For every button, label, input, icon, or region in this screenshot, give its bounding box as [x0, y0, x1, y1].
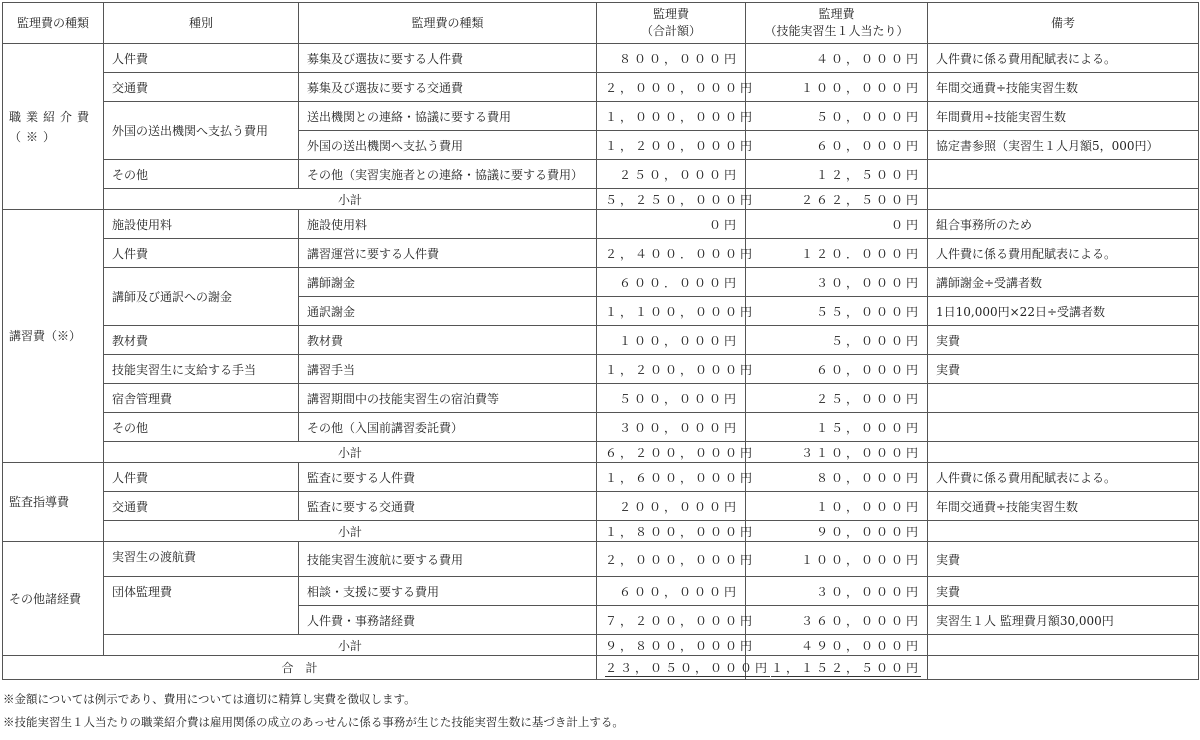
per-trainee-amount-cell: １００，０００円 — [746, 542, 928, 577]
kind-cell: 人件費 — [104, 44, 299, 73]
per-trainee-amount-cell: １５，０００円 — [746, 413, 928, 442]
supervision-fee-table-container — [2, 2, 1199, 680]
table-row — [3, 210, 1199, 239]
kind-cell: 人件費 — [104, 463, 299, 492]
fee-detail-cell: 教材費 — [299, 326, 597, 355]
total-amount-cell: ２００，０００円 — [597, 492, 746, 521]
table-row — [3, 44, 1199, 73]
fee-detail-cell: 講習手当 — [299, 355, 597, 384]
table-row — [3, 355, 1199, 384]
remarks-cell: 実費 — [928, 542, 1199, 577]
table-row — [3, 239, 1199, 268]
subtotal-row — [3, 442, 1199, 463]
fee-category-cell: 職業紹介費 （※） — [3, 44, 104, 210]
total-amount-cell: ３００，０００円 — [597, 413, 746, 442]
total-amount-cell: ２５０，０００円 — [597, 160, 746, 189]
per-trainee-amount-cell: ３０，０００円 — [746, 577, 928, 606]
kind-cell: 講師及び通訳への謝金 — [104, 268, 299, 326]
per-trainee-amount-cell: １２，５００円 — [746, 160, 928, 189]
total-amount-cell: ５００，０００円 — [597, 384, 746, 413]
subtotal-remarks — [928, 442, 1199, 463]
subtotal-remarks — [928, 635, 1199, 656]
subtotal-label: 小計 — [104, 635, 597, 656]
table-header-row — [3, 3, 1199, 44]
kind-cell: 実習生の渡航費 — [104, 542, 299, 577]
table-row — [3, 160, 1199, 189]
remarks-cell: 実習生１人 監理費月額30,000円 — [928, 606, 1199, 635]
subtotal-label: 小計 — [104, 189, 597, 210]
subtotal-total-amount: １，８００，０００円 — [597, 521, 746, 542]
remarks-cell — [928, 384, 1199, 413]
fee-detail-cell: 通訳謝金 — [299, 297, 597, 326]
remarks-cell — [928, 413, 1199, 442]
fee-detail-cell: 外国の送出機関へ支払う費用 — [299, 131, 597, 160]
table-row — [3, 73, 1199, 102]
subtotal-remarks — [928, 521, 1199, 542]
footnote: ※技能実習生１人当たりの職業紹介費は雇用関係の成立のあっせんに係る事務が生じた技能実習生数に基づき計上する。 — [3, 715, 624, 729]
total-amount-cell: ６００，０００円 — [597, 577, 746, 606]
total-amount-cell: ８００，０００円 — [597, 44, 746, 73]
total-amount-cell: １００，０００円 — [597, 326, 746, 355]
remarks-cell: 実費 — [928, 355, 1199, 384]
fee-detail-cell: その他（入国前講習委託費） — [299, 413, 597, 442]
grand-total-amount: ２３，０５０，０００円 — [605, 661, 771, 675]
remarks-cell: 組合事務所のため — [928, 210, 1199, 239]
subtotal-per-trainee-amount: ３１０，０００円 — [746, 442, 928, 463]
grand-total-label: 合 計 — [3, 656, 597, 680]
total-amount-cell: １，２００，０００円 — [597, 131, 746, 160]
subtotal-total-amount: ９，８００，０００円 — [597, 635, 746, 656]
remarks-cell: 年間交通費÷技能実習生数 — [928, 492, 1199, 521]
per-trainee-amount-cell: １００，０００円 — [746, 73, 928, 102]
fee-detail-cell: 監査に要する人件費 — [299, 463, 597, 492]
subtotal-remarks — [928, 189, 1199, 210]
grand-total-remarks — [928, 656, 1199, 680]
grand-total-per-trainee: １，１５２，５００円 — [770, 661, 921, 675]
subtotal-row — [3, 189, 1199, 210]
remarks-cell: 人件費に係る費用配賦表による。 — [928, 239, 1199, 268]
kind-cell: 施設使用料 — [104, 210, 299, 239]
table-row — [3, 326, 1199, 355]
supervision-fee-table — [2, 2, 1199, 680]
table-row — [3, 102, 1199, 131]
header-remarks: 備考 — [928, 3, 1199, 44]
total-amount-cell: ２，０００，０００円 — [597, 73, 746, 102]
fee-detail-cell: 施設使用料 — [299, 210, 597, 239]
per-trainee-amount-cell: ３６０，０００円 — [746, 606, 928, 635]
fee-category-cell: その他諸経費 — [3, 542, 104, 656]
subtotal-label: 小計 — [104, 442, 597, 463]
fee-detail-cell: 相談・支援に要する費用 — [299, 577, 597, 606]
header-fee-category: 監理費の種類 — [3, 3, 104, 44]
fee-detail-cell: 講師謝金 — [299, 268, 597, 297]
table-row — [3, 413, 1199, 442]
header-kind: 種別 — [104, 3, 299, 44]
subtotal-per-trainee-amount: ２６２，５００円 — [746, 189, 928, 210]
header-per-trainee: 監理費 （技能実習生１人当たり） — [746, 3, 928, 44]
fee-category-cell: 講習費（※） — [3, 210, 104, 463]
table-row — [3, 463, 1199, 492]
kind-cell: 教材費 — [104, 326, 299, 355]
per-trainee-amount-cell: ８０，０００円 — [746, 463, 928, 492]
per-trainee-amount-cell: ３０，０００円 — [746, 268, 928, 297]
remarks-cell: 実費 — [928, 577, 1199, 606]
fee-detail-cell: 送出機関との連絡・協議に要する費用 — [299, 102, 597, 131]
remarks-cell — [928, 160, 1199, 189]
subtotal-per-trainee-amount: ４９０，０００円 — [746, 635, 928, 656]
table-row — [3, 577, 1199, 606]
kind-cell: 宿舎管理費 — [104, 384, 299, 413]
fee-detail-cell: 監査に要する交通費 — [299, 492, 597, 521]
total-amount-cell: ２，４００．０００円 — [597, 239, 746, 268]
subtotal-row — [3, 521, 1199, 542]
kind-cell: 人件費 — [104, 239, 299, 268]
kind-cell: その他 — [104, 413, 299, 442]
per-trainee-amount-cell: ０円 — [746, 210, 928, 239]
fee-detail-cell: 募集及び選抜に要する人件費 — [299, 44, 597, 73]
grand-total-amount-cell — [597, 656, 771, 680]
fee-detail-cell: 募集及び選抜に要する交通費 — [299, 73, 597, 102]
per-trainee-amount-cell: ５０，０００円 — [746, 102, 928, 131]
per-trainee-amount-cell: ６０，０００円 — [746, 131, 928, 160]
remarks-cell: 1日10,000円×22日÷受講者数 — [928, 297, 1199, 326]
kind-cell: 交通費 — [104, 73, 299, 102]
subtotal-label: 小計 — [104, 521, 597, 542]
fee-detail-cell: 講習期間中の技能実習生の宿泊費等 — [299, 384, 597, 413]
per-trainee-amount-cell: ５５，０００円 — [746, 297, 928, 326]
per-trainee-amount-cell: ５，０００円 — [746, 326, 928, 355]
fee-detail-cell: 人件費・事務諸経費 — [299, 606, 597, 635]
remarks-cell: 年間交通費÷技能実習生数 — [928, 73, 1199, 102]
remarks-cell: 人件費に係る費用配賦表による。 — [928, 463, 1199, 492]
table-row — [3, 268, 1199, 297]
total-amount-cell: ０円 — [597, 210, 746, 239]
table-row — [3, 542, 1199, 577]
per-trainee-amount-cell: ４０，０００円 — [746, 44, 928, 73]
total-amount-cell: １，１００，０００円 — [597, 297, 746, 326]
per-trainee-amount-cell: １０，０００円 — [746, 492, 928, 521]
total-amount-cell: １，２００，０００円 — [597, 355, 746, 384]
per-trainee-amount-cell: ２５，０００円 — [746, 384, 928, 413]
fee-detail-cell: 講習運営に要する人件費 — [299, 239, 597, 268]
table-row — [3, 492, 1199, 521]
footnotes — [3, 688, 624, 734]
header-fee-detail: 監理費の種類 — [299, 3, 597, 44]
kind-cell: 交通費 — [104, 492, 299, 521]
fee-category-cell: 監査指導費 — [3, 463, 104, 542]
grand-total-row — [3, 656, 1199, 680]
per-trainee-amount-cell: ６０，０００円 — [746, 355, 928, 384]
subtotal-per-trainee-amount: ９０，０００円 — [746, 521, 928, 542]
total-amount-cell: １，０００，０００円 — [597, 102, 746, 131]
per-trainee-amount-cell: １２０．０００円 — [746, 239, 928, 268]
kind-cell: 外国の送出機関へ支払う費用 — [104, 102, 299, 160]
table-row — [3, 384, 1199, 413]
remarks-cell: 実費 — [928, 326, 1199, 355]
grand-total-per-trainee-cell — [746, 656, 928, 680]
remarks-cell: 年間費用÷技能実習生数 — [928, 102, 1199, 131]
remarks-cell: 協定書参照（実習生１人月額5，000円） — [928, 131, 1199, 160]
total-amount-cell: ２，０００，０００円 — [597, 542, 746, 577]
kind-cell: 技能実習生に支給する手当 — [104, 355, 299, 384]
fee-detail-cell: その他（実習実施者との連絡・協議に要する費用） — [299, 160, 597, 189]
subtotal-total-amount: ６，２００，０００円 — [597, 442, 746, 463]
fee-detail-cell: 技能実習生渡航に要する費用 — [299, 542, 597, 577]
total-amount-cell: ７，２００，０００円 — [597, 606, 746, 635]
header-total-amount: 監理費 （合計額） — [597, 3, 746, 44]
kind-cell: その他 — [104, 160, 299, 189]
total-amount-cell: ６００．０００円 — [597, 268, 746, 297]
kind-cell: 団体監理費 — [104, 577, 299, 635]
remarks-cell: 人件費に係る費用配賦表による。 — [928, 44, 1199, 73]
remarks-cell: 講師謝金÷受講者数 — [928, 268, 1199, 297]
subtotal-total-amount: ５，２５０，０００円 — [597, 189, 746, 210]
subtotal-row — [3, 635, 1199, 656]
total-amount-cell: １，６００，０００円 — [597, 463, 746, 492]
footnote: ※金額については例示であり、費用については適切に精算し実費を徴収します。 — [3, 692, 416, 706]
